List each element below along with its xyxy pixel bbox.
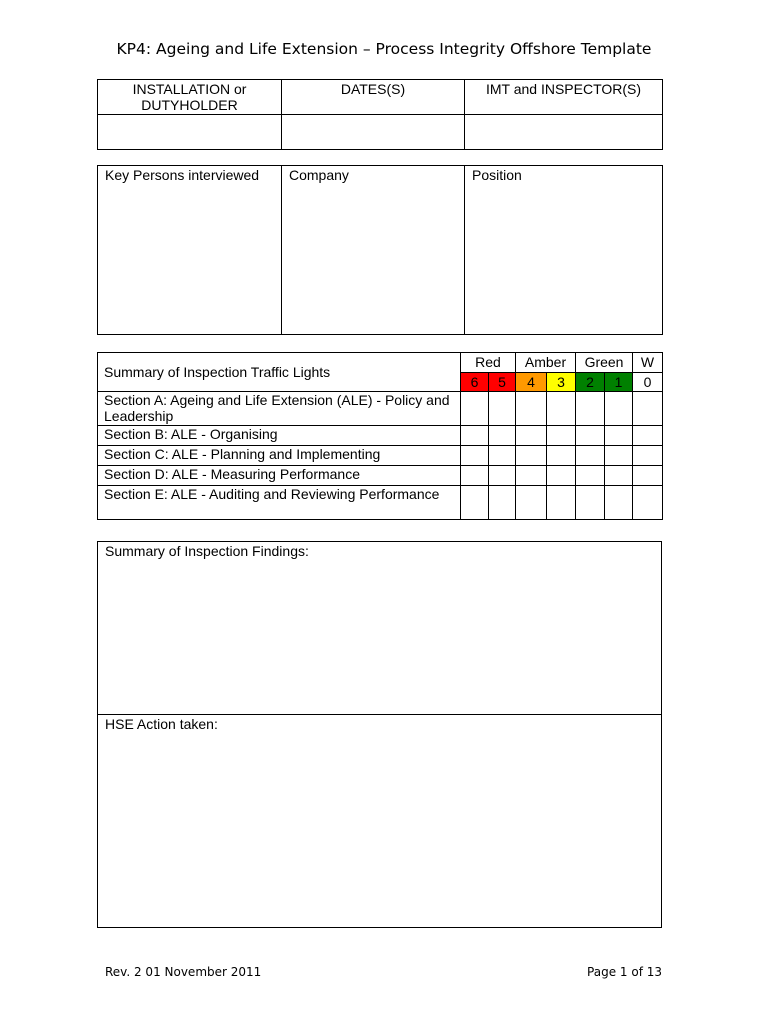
score-cell[interactable] [461, 486, 489, 520]
score-0: 0 [633, 373, 663, 392]
position-label: Position [472, 167, 522, 183]
w-header: W [633, 353, 663, 373]
score-cell[interactable] [547, 486, 576, 520]
section-row [98, 392, 663, 426]
score-cell[interactable] [489, 426, 516, 446]
score-cell[interactable] [461, 392, 489, 426]
score-cell[interactable] [633, 392, 663, 426]
section-e-label: Section E: ALE - Auditing and Reviewing Performance [98, 486, 461, 520]
dates-cell[interactable] [282, 115, 465, 150]
summary-findings-cell[interactable] [98, 542, 662, 715]
score-3: 3 [547, 373, 576, 392]
position-cell[interactable] [465, 166, 663, 335]
company-label: Company [289, 167, 349, 183]
score-cell[interactable] [547, 426, 576, 446]
section-c-label: Section C: ALE - Planning and Implementing [98, 446, 461, 466]
section-row [98, 446, 663, 466]
revision-footer: Rev. 2 01 November 2011 [105, 965, 262, 979]
score-cell[interactable] [576, 446, 605, 466]
document-title: KP4: Ageing and Life Extension – Process Integrity Offshore Template [116, 40, 652, 58]
score-cell[interactable] [461, 466, 489, 486]
installation-dates-table [97, 79, 663, 150]
score-1: 1 [605, 373, 633, 392]
score-cell[interactable] [576, 426, 605, 446]
section-a-label: Section A: Ageing and Life Extension (ALE) - Policy and Leadership [98, 392, 461, 426]
score-cell[interactable] [605, 466, 633, 486]
inspector-cell[interactable] [465, 115, 663, 150]
traffic-lights-label: Summary of Inspection Traffic Lights [98, 353, 461, 392]
installation-header: INSTALLATION or DUTYHOLDER [98, 80, 282, 115]
score-cell[interactable] [516, 426, 547, 446]
score-cell[interactable] [605, 486, 633, 520]
score-cell[interactable] [547, 446, 576, 466]
installation-cell[interactable] [98, 115, 282, 150]
score-cell[interactable] [489, 446, 516, 466]
section-b-label: Section B: ALE - Organising [98, 426, 461, 446]
score-6: 6 [461, 373, 489, 392]
score-cell[interactable] [516, 392, 547, 426]
section-row [98, 466, 663, 486]
score-cell[interactable] [516, 446, 547, 466]
key-persons-label: Key Persons interviewed [105, 167, 260, 183]
company-cell[interactable] [282, 166, 465, 335]
section-row [98, 426, 663, 446]
score-4: 4 [516, 373, 547, 392]
score-cell[interactable] [576, 466, 605, 486]
score-cell[interactable] [516, 486, 547, 520]
key-persons-table [97, 165, 663, 335]
red-header: Red [461, 353, 516, 373]
score-cell[interactable] [547, 466, 576, 486]
score-cell[interactable] [633, 486, 663, 520]
score-cell[interactable] [605, 392, 633, 426]
score-5: 5 [489, 373, 516, 392]
score-cell[interactable] [633, 426, 663, 446]
section-d-label: Section D: ALE - Measuring Performance [98, 466, 461, 486]
score-cell[interactable] [633, 446, 663, 466]
hse-action-cell[interactable] [98, 715, 662, 928]
score-2: 2 [576, 373, 605, 392]
score-cell[interactable] [489, 466, 516, 486]
green-header: Green [576, 353, 633, 373]
score-cell[interactable] [489, 392, 516, 426]
dates-header: DATES(S) [282, 80, 465, 115]
section-row [98, 486, 663, 520]
score-cell[interactable] [576, 392, 605, 426]
page-number: Page 1 of 13 [587, 965, 662, 979]
score-cell[interactable] [461, 426, 489, 446]
inspector-header: IMT and INSPECTOR(S) [465, 80, 663, 115]
findings-table [97, 541, 662, 928]
traffic-lights-table [97, 352, 663, 520]
amber-header: Amber [516, 353, 576, 373]
score-cell[interactable] [489, 486, 516, 520]
score-cell[interactable] [576, 486, 605, 520]
key-persons-cell[interactable] [98, 166, 282, 335]
score-cell[interactable] [461, 446, 489, 466]
summary-findings-label: Summary of Inspection Findings: [105, 543, 309, 559]
score-cell[interactable] [547, 392, 576, 426]
hse-action-label: HSE Action taken: [105, 716, 218, 732]
score-cell[interactable] [605, 446, 633, 466]
score-cell[interactable] [516, 466, 547, 486]
score-cell[interactable] [633, 466, 663, 486]
score-cell[interactable] [605, 426, 633, 446]
